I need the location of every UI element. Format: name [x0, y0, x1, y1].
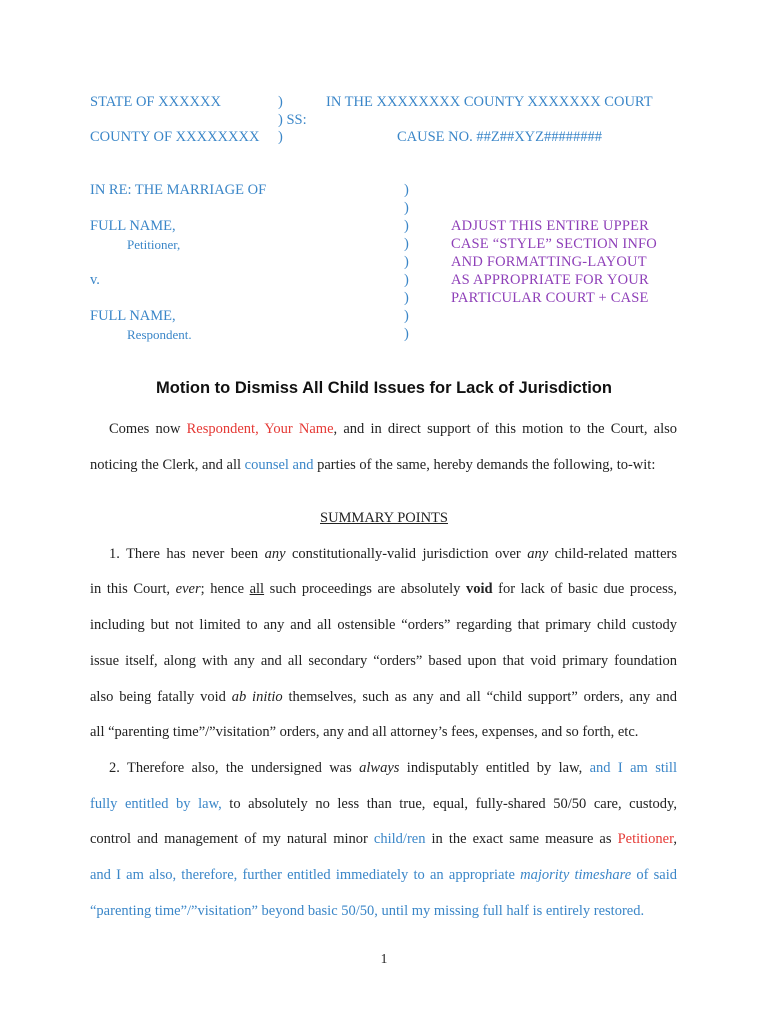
caption-paren: )	[404, 200, 409, 216]
caption-paren: )	[404, 236, 409, 252]
caption-paren: )	[404, 290, 409, 306]
in-re-label: IN RE: THE MARRIAGE OF	[90, 182, 267, 198]
caption-note-line: PARTICULAR COURT + CASE	[451, 290, 649, 306]
caption-note-line: CASE “STYLE” SECTION INFO	[451, 236, 657, 252]
respondent-name-highlight: Respondent, Your Name	[186, 421, 334, 437]
caption-note-line: AS APPROPRIATE FOR YOUR	[451, 272, 649, 288]
point2-line-4: and I am also, therefore, further entitled immediately to an appropriate majority timeshare of said	[90, 867, 677, 883]
caption-paren: )	[404, 254, 409, 270]
versus-label: v.	[90, 272, 100, 288]
ss-label: ) SS:	[278, 112, 307, 128]
caption-paren: )	[404, 308, 409, 324]
caption-paren: )	[404, 218, 409, 234]
state-label: STATE OF XXXXXX	[90, 94, 221, 110]
respondent-role: Respondent.	[127, 327, 192, 342]
petitioner-role: Petitioner,	[127, 237, 181, 252]
point2-line-3: control and management of my natural minor child/ren in the exact same measure as Petitioner,	[90, 831, 677, 847]
document-title: Motion to Dismiss All Child Issues for Lack of Jurisdiction	[156, 379, 612, 397]
caption-paren: )	[404, 182, 409, 198]
cause-number: CAUSE NO. ##Z##XYZ########	[397, 129, 603, 145]
point1-line-3: including but not limited to any and all ostensible “orders” regarding that primary child custody	[90, 617, 677, 633]
point1-line-2: in this Court, ever; hence all such proceedings are absolutely void for lack of basic due process,	[90, 581, 677, 597]
section-heading: SUMMARY POINTS	[320, 510, 448, 526]
caption-note-line: ADJUST THIS ENTIRE UPPER	[451, 218, 650, 234]
petitioner-name: FULL NAME,	[90, 218, 176, 234]
county-label: COUNTY OF XXXXXXXX	[90, 129, 260, 145]
caption-paren: )	[278, 129, 283, 145]
intro-line-1: Comes now Respondent, Your Name, and in direct support of this motion to the Court, also	[109, 421, 677, 437]
point2-line-5: “parenting time”/”visitation” beyond basic 50/50, until my missing full half is entirely restored.	[90, 903, 645, 919]
court-label: IN THE XXXXXXXX COUNTY XXXXXXX COURT	[326, 94, 653, 110]
page-number: 1	[380, 951, 388, 966]
point1-line-5: also being fatally void ab initio themselves, such as any and all “child support” orders, any and	[90, 689, 677, 705]
caption-paren: )	[404, 272, 409, 288]
intro-line-2: noticing the Clerk, and all counsel and parties of the same, hereby demands the following, to-wit:	[90, 457, 656, 473]
point2-line-1: 2. Therefore also, the undersigned was always indisputably entitled by law, and I am still	[109, 760, 677, 776]
point1-line-1: 1. There has never been any constitutionally-valid jurisdiction over any child-related matters	[109, 546, 677, 562]
respondent-name: FULL NAME,	[90, 308, 176, 324]
point2-line-2: fully entitled by law, to absolutely no less than true, equal, fully-shared 50/50 care, custody,	[90, 796, 677, 812]
caption-note-line: AND FORMATTING-LAYOUT	[451, 254, 647, 270]
caption-paren: )	[404, 326, 409, 342]
point1-line-6: all “parenting time”/”visitation” orders, any and all attorney’s fees, expenses, and so forth, etc.	[90, 724, 639, 740]
point1-line-4: issue itself, along with any and all secondary “orders” based upon that void primary foundation	[90, 653, 677, 669]
caption-paren: )	[278, 94, 283, 110]
